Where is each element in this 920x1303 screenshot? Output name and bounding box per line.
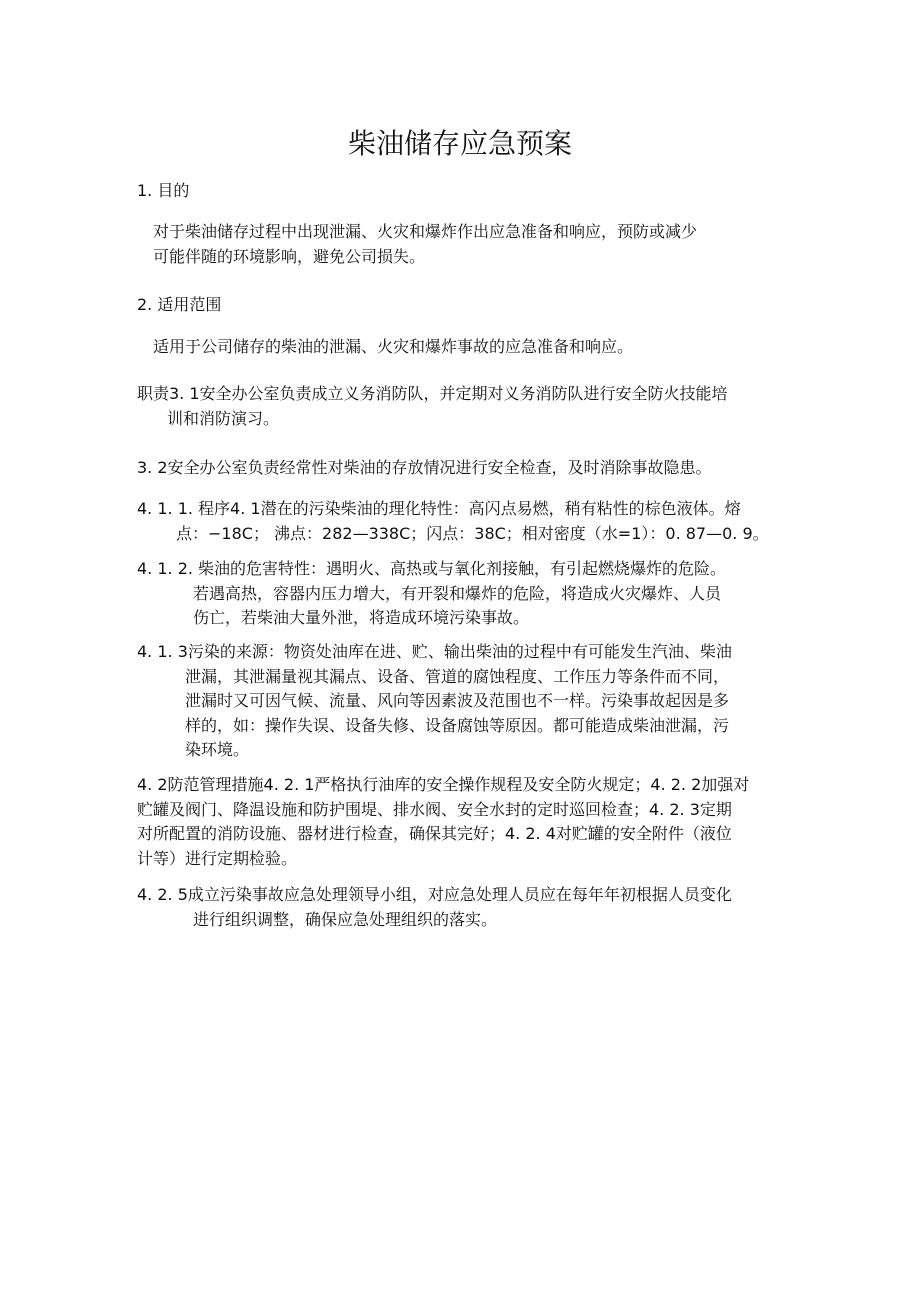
paragraph-line: 若遇高热，容器内压力增大，有开裂和爆炸的危险，将造成火灾爆炸、人员 <box>193 583 722 603</box>
paragraph-line: 3. 2安全办公室负责经常性对柴油的存放情况进行安全检查，及时消除事故隐患。 <box>137 458 712 477</box>
paragraph-line: 伤亡，若柴油大量外泄，将造成环境污染事故。 <box>193 608 530 627</box>
paragraph-line: 4. 1. 3污染的来源：物资处油库在进、贮、输出柴油的过程中有可能发生汽油、柴油 <box>137 642 732 661</box>
paragraph-scope <box>153 335 633 360</box>
paragraph-line: 训和消防演习。 <box>167 408 280 428</box>
paragraph-line: 职责3. 1安全办公室负责成立义务消防队，并定期对义务消防队进行安全防火技能培 <box>137 384 728 403</box>
paragraph-proc-4-1-1 <box>137 497 769 546</box>
paragraph-line: 对所配置的消防设施、器材进行检查，确保其完好；4. 2. 4对贮罐的安全附件（液位 <box>137 824 732 843</box>
paragraph-line: 4. 2. 5成立污染事故应急处理领导小组，对应急处理人员应在每年年初根据人员变化 <box>137 885 732 904</box>
paragraph-line: 染环境。 <box>185 740 250 759</box>
paragraph-line: 点：−18C； 沸点：282—338C；闪点：38C；相对密度（水=1）：0. 87—0. 9。 <box>176 523 769 543</box>
paragraph-line: 泄漏，其泄漏量视其漏点、设备、管道的腐蚀程度、工作压力等条件而不同， <box>185 666 730 686</box>
heading-text: 1. 目的 <box>137 181 190 200</box>
paragraph-line: 可能伴随的环境影响，避免公司损失。 <box>153 246 426 266</box>
paragraph-duty-3-2 <box>137 456 712 481</box>
section-heading-scope <box>137 293 221 318</box>
paragraph-purpose <box>153 220 697 269</box>
paragraph-line: 对于柴油储存过程中出现泄漏、火灾和爆炸作出应急准备和响应，预防或减少 <box>153 222 698 241</box>
paragraph-line: 计等）进行定期检验。 <box>137 848 298 868</box>
paragraph-duty-3-1 <box>137 382 728 431</box>
paragraph-proc-4-1-2 <box>137 557 726 631</box>
paragraph-proc-4-1-3 <box>137 640 732 763</box>
paragraph-line: 进行组织调整，确保应急处理组织的落实。 <box>193 909 498 929</box>
paragraph-line: 适用于公司储存的柴油的泄漏、火灾和爆炸事故的应急准备和响应。 <box>153 337 634 356</box>
heading-text: 2. 适用范围 <box>137 295 222 314</box>
paragraph-line: 泄漏时又可因气候、流量、风向等因素波及范围也不一样。污染事故起因是多 <box>185 691 730 710</box>
paragraph-line: 4. 2防范管理措施4. 2. 1严格执行油库的安全操作规程及安全防火规定；4. 2. 2加强对 <box>137 775 750 794</box>
paragraph-line: 样的，如：操作失误、设备失修、设备腐蚀等原因。都可能造成柴油泄漏，污 <box>185 715 730 735</box>
paragraph-line: 4. 1. 2. 柴油的危害特性：遇明火、高热或与氧化剂接触，有引起燃烧爆炸的危险。 <box>137 559 727 578</box>
paragraph-prevent-4-2 <box>137 773 749 871</box>
paragraph-line: 4. 1. 1. 程序4. 1潜在的污染柴油的理化特性：高闪点易燃，稍有粘性的棕色液体。熔 <box>137 499 741 518</box>
paragraph-line: 贮罐及阀门、降温设施和防护围堤、排水阀、安全水封的定时巡回检查；4. 2. 3定期 <box>137 799 732 819</box>
paragraph-prevent-4-2-5 <box>137 883 732 932</box>
section-heading-purpose <box>137 179 189 204</box>
document-title: 柴油储存应急预案 <box>347 127 572 160</box>
